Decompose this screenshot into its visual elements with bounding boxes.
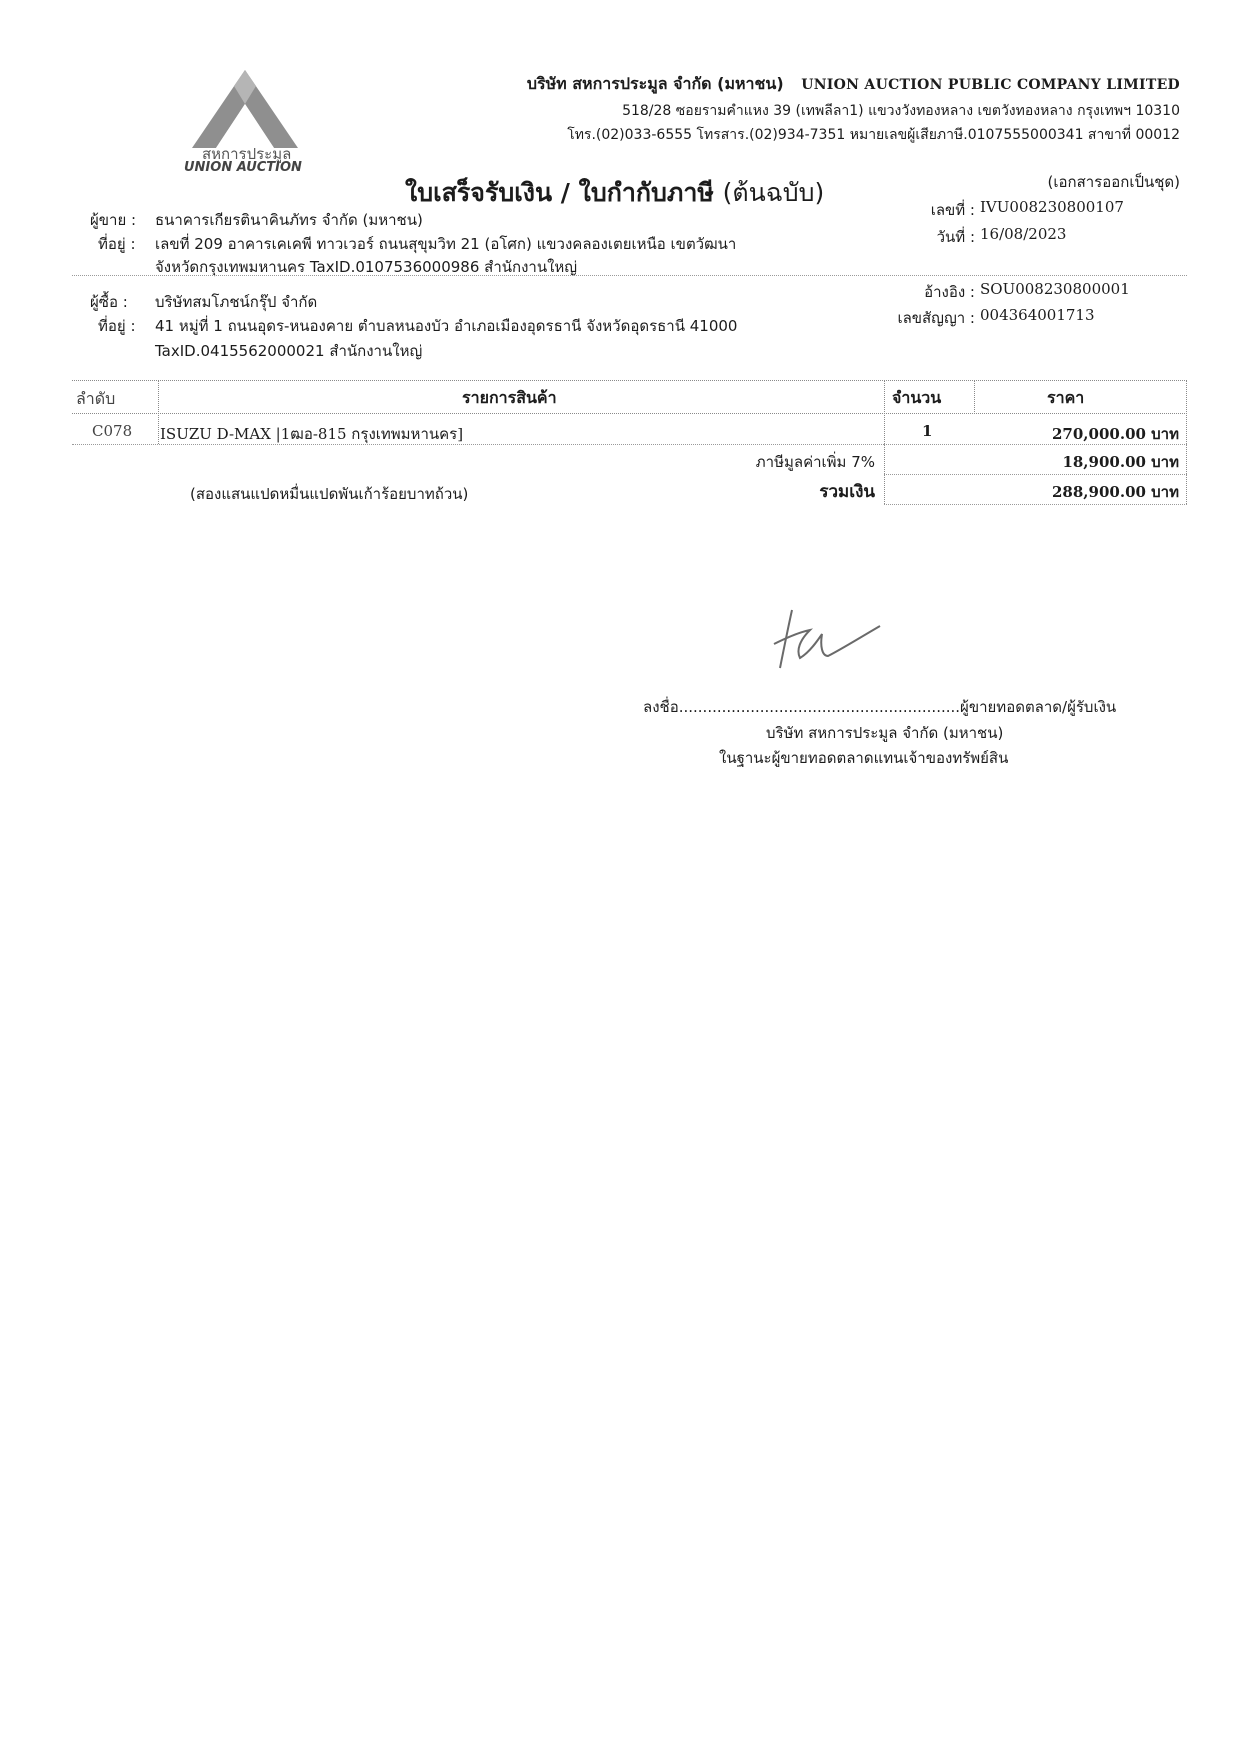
- company-name-th: บริษัท สหการประมูล จำกัด (มหาชน): [526, 74, 784, 93]
- row-separator: [72, 444, 884, 445]
- seller-address-line1: เลขที่ 209 อาคารเคเคพี ทาวเวอร์ ถนนสุขุมวิท 21 (อโศก) แขวงคลองเตยเหนือ เขตวัฒนา: [155, 235, 737, 253]
- seller-label: ผู้ขาย :: [90, 211, 137, 229]
- seller-name: ธนาคารเกียรตินาคินภัทร จำกัด (มหาชน): [155, 211, 423, 229]
- reference-label: อ้างอิง :: [924, 283, 975, 301]
- table-divider: [884, 380, 885, 504]
- signer-capacity: ในฐานะผู้ขายทอดตลาดแทนเจ้าของทรัพย์สิน: [719, 749, 1009, 767]
- logo-text-en: UNION AUCTION: [184, 160, 302, 175]
- header-seq: ลำดับ: [76, 389, 116, 408]
- buyer-label: ผู้ซื้อ :: [90, 293, 128, 311]
- total-value: 288,900.00 บาท: [1052, 483, 1179, 501]
- header-price: ราคา: [1047, 388, 1085, 407]
- contract-label: เลขสัญญา :: [897, 309, 975, 327]
- row-price: 270,000.00 บาท: [1052, 425, 1179, 443]
- signature-line: [643, 695, 1116, 719]
- table-header-row: [72, 380, 1187, 414]
- company-logo: [180, 68, 320, 178]
- seller-address-line2: จังหวัดกรุงเทพมหานคร TaxID.0107536000986 สำนักงานใหญ่: [155, 258, 578, 276]
- buyer-address-label: ที่อยู่ :: [98, 317, 136, 335]
- total-label: รวมเงิน: [819, 482, 875, 502]
- union-auction-logo-icon: [190, 68, 300, 150]
- signer-company: บริษัท สหการประมูล จำกัด (มหาชน): [766, 724, 1004, 742]
- vat-label: ภาษีมูลค่าเพิ่ม 7%: [755, 453, 875, 471]
- handwritten-signature: [770, 600, 890, 675]
- document-title-main: ใบเสร็จรับเงิน / ใบกำกับภาษี: [405, 178, 714, 207]
- doc-date: 16/08/2023: [980, 225, 1067, 243]
- row-separator: [884, 474, 1187, 475]
- doc-number-label: เลขที่ :: [930, 201, 975, 219]
- buyer-address-line2: TaxID.0415562000021 สำนักงานใหญ่: [155, 342, 423, 360]
- row-qty: 1: [922, 422, 933, 440]
- doc-number: IVU008230800107: [980, 198, 1124, 216]
- sign-label: ลงชื่อ: [643, 698, 679, 716]
- row-separator: [884, 504, 1187, 505]
- signer-role: ผู้ขายทอดตลาด/ผู้รับเงิน: [960, 698, 1117, 716]
- row-item: ISUZU D-MAX |1ฒอ-815 กรุงเทพมหานคร]: [160, 425, 464, 443]
- logo-text-th: สหการประมูล: [202, 145, 292, 163]
- table-divider: [158, 380, 159, 444]
- buyer-name: บริษัทสมโภชน์กรุ๊ป จำกัด: [155, 293, 318, 311]
- document-title: [405, 173, 824, 213]
- company-contact: โทร.(02)033-6555 โทรสาร.(02)934-7351 หมายเลขผู้เสียภาษี.0107555000341 สาขาที่ 00012: [567, 127, 1180, 143]
- company-name-en: UNION AUCTION PUBLIC COMPANY LIMITED: [801, 77, 1180, 93]
- doc-date-label: วันที่ :: [936, 228, 975, 246]
- document-set-note: (เอกสารออกเป็นชุด): [1047, 173, 1180, 191]
- row-seq: C078: [92, 422, 133, 440]
- reference-number: SOU008230800001: [980, 280, 1130, 298]
- company-address: 518/28 ซอยรามคำแหง 39 (เทพลีลา1) แขวงวังทองหลาง เขตวังทองหลาง กรุงเทพฯ 10310: [622, 103, 1180, 119]
- table-divider: [974, 380, 975, 412]
- document-title-suffix: (ต้นฉบับ): [722, 178, 825, 207]
- seller-address-label: ที่อยู่ :: [98, 235, 136, 253]
- company-name-line: [527, 72, 1180, 97]
- contract-number: 004364001713: [980, 306, 1095, 324]
- header-item: รายการสินค้า: [462, 388, 557, 407]
- row-separator: [884, 444, 1187, 445]
- sign-dots: ...........................................................: [678, 698, 961, 716]
- table-divider: [1186, 380, 1187, 504]
- separator-line: [72, 275, 1187, 276]
- total-in-words: (สองแสนแปดหมื่นแปดพันเก้าร้อยบาทถ้วน): [190, 485, 469, 503]
- buyer-address-line1: 41 หมู่ที่ 1 ถนนอุดร-หนองคาย ตำบลหนองบัว อำเภอเมืองอุดรธานี จังหวัดอุดรธานี 41000: [155, 317, 738, 335]
- header-qty: จำนวน: [892, 388, 942, 407]
- vat-value: 18,900.00 บาท: [1062, 453, 1179, 471]
